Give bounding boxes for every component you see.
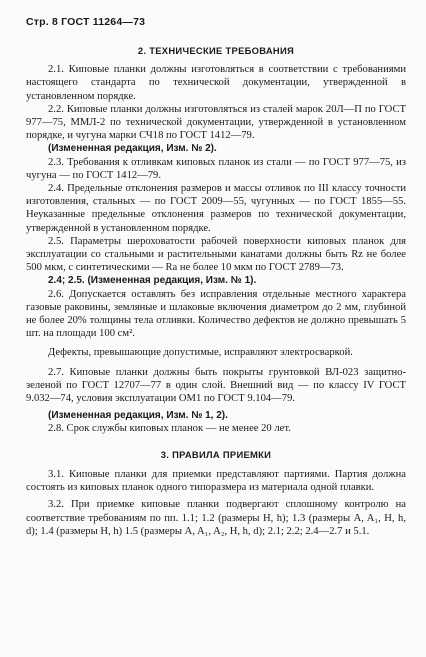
paragraph-2-4: 2.4. Предельные отклонения размеров и массы отливок по III классу точности изготовления, стальных — по ГОСТ 2009—55, чугунных — по ГОСТ 1855—55. Неуказанные предельные отклонения размеров по технической документации, утвержденной в установленном порядке. — [26, 183, 406, 234]
page-content — [26, 44, 406, 538]
section-2-heading: 2. ТЕХНИЧЕСКИЕ ТРЕБОВАНИЯ — [137, 45, 295, 56]
paragraph-2-2: 2.2. Киповые планки должны изготовляться из сталей марок 20Л—П по ГОСТ 977—75, ММЛ-2 по технической документации, утвержденной в установленном порядке, и чугуна марки СЧ18 по ГОСТ 1412—79. — [26, 103, 406, 142]
paragraph-2-6: 2.6. Допускается оставлять без исправления отдельные местного характера газовые раковины, земляные и шлаковые включения диаметром до 2 мм, глубиной не более 20% толщины тела отливки. Количество дефектов не должно превышать 5 шт. на площади 100 см². — [26, 288, 406, 340]
page-header: Стр. 8 ГОСТ 11264—73 — [26, 16, 146, 28]
paragraph-defects: Дефекты, превышающие допустимые, исправляют электросваркой. — [48, 347, 353, 359]
amendment-note: (Измененная редакция, Изм. № 1, 2). — [48, 410, 228, 422]
paragraph-2-8: 2.8. Срок службы киповых планок — не менее 20 лет. — [48, 423, 291, 435]
section-3-heading: 3. ПРАВИЛА ПРИЕМКИ — [160, 448, 272, 460]
amendment-note: 2.4; 2.5. (Измененная редакция, Изм. № 1). — [48, 275, 257, 287]
paragraph-3-1: 3.1. Киповые планки для приемки представляют партиями. Партия должна состоять из киповых планок одного типоразмера из материала одной плавки. — [26, 468, 406, 494]
paragraph-3-2: 3.2. При приемке киповые планки подвергают сплошному контролю на соответствие требованиям по пп. 1.1; 1.2 (размеры H, h); 1.3 (размеры A, A₁, H, h, d); 1.4 (размеры H, h) 1.5 (размеры A, A₁, A₂, H, h, d); 2.1; 2.2; 2.4—2.7 и 5.1. — [26, 499, 406, 537]
amendment-note: (Измененная редакция, Изм. № 2). — [48, 143, 217, 155]
paragraph-2-3: 2.3. Требования к отливкам киповых планок из стали — по ГОСТ 977—75, из чугуна — по ГОСТ 1412—79. — [26, 156, 406, 181]
paragraph-2-5: 2.5. Параметры шероховатости рабочей поверхности киповых планок для эксплуатации со стальными и растительными канатами должны быть Rz не более 500 мкм, с синтетическими — Ra не более 10 мкм по ГОСТ 2789—73. — [26, 235, 406, 274]
paragraph-2-1: 2.1. Киповые планки должны изготовляться в соответствии с требованиями настоящего стандарта по технической документации, утвержденной в установленном порядке. — [26, 64, 406, 102]
paragraph-2-7: 2.7. Киповые планки должны быть покрыты грунтовкой ВЛ-023 защитно-зеленой по ГОСТ 12707—77 в один слой. Внешний вид — по классу IV ГОСТ 9.032—74, условия эксплуатации ОМ1 по ГОСТ 9.104—79. — [26, 366, 406, 405]
